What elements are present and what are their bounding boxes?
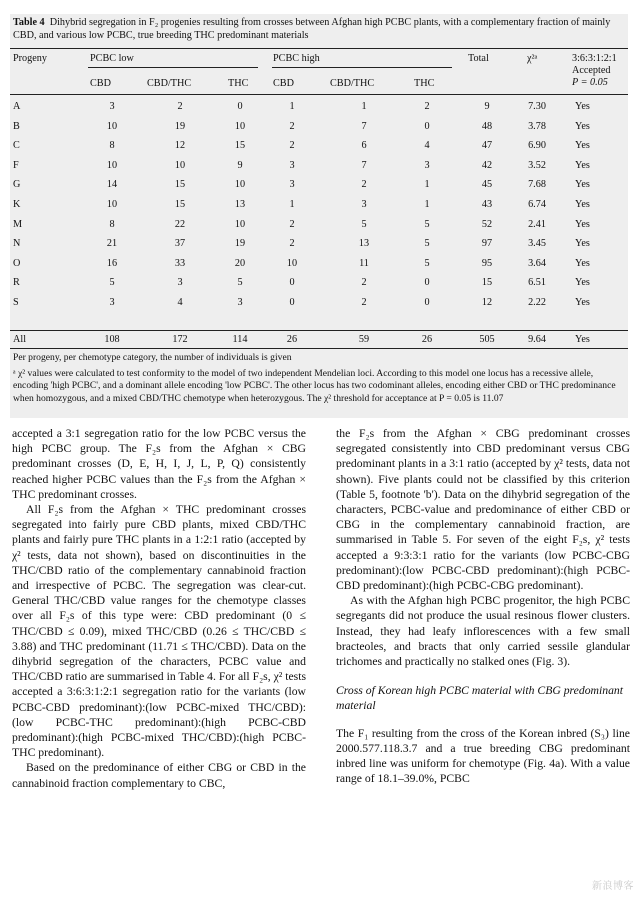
header-low-thc: THC: [228, 78, 249, 89]
table-row-cell: Yes: [575, 199, 590, 210]
table-row-cell: 10: [286, 257, 298, 269]
table-row-cell: 13: [358, 238, 370, 250]
table-row-cell: 8: [109, 140, 115, 152]
table-row-cell: 9: [237, 159, 243, 171]
table-row-cell: Yes: [575, 297, 590, 308]
table-row-cell: 10: [174, 159, 186, 171]
left-paragraph-3: Based on the predominance of either CBG or CBD in the cannabinoid fraction complementary to CBC,: [12, 761, 306, 790]
table-row-cell: A: [13, 101, 21, 112]
table-row-cell: Yes: [575, 238, 590, 250]
table-row-cell: 5: [424, 257, 430, 269]
table-row-cell: 0: [289, 277, 295, 289]
table-footnote-2: ᵃ χ² values were calculated to test conformity to the model of two independent Mendelian loci. According to this model one locus has a recessive allele, encoding 'high PCBC', and a dominant allele encoding 'low PCBC'. The other locus has two codominant alleles, encoding either CBD or THC predominance when homozygous, and a mixed CBD/THC chemotype when heterozygous. The χ² threshold for acceptance at P = 0.05 is 11.07: [13, 368, 616, 404]
table-row-cell: 2: [289, 140, 295, 152]
table-row-cell: 1: [361, 101, 367, 112]
table-row-cell: 2: [289, 218, 295, 230]
table-row-cell: Yes: [575, 159, 590, 171]
table-caption: [10, 14, 628, 46]
table-row-cell: 19: [234, 238, 246, 250]
table-row-cell: 13: [234, 199, 246, 210]
table-row-cell: 43: [481, 199, 493, 210]
table-row-cell: 19: [174, 120, 186, 132]
right-paragraph-3: The F₁ resulting from the cross of the Korean inbred (S₃) line 2000.577.118.3.7 and a true breeding CBG predominant inbred line was uniform for chemotype (Fig. 4a). With a value range of 18.1–39.0%, PCBC: [336, 726, 630, 786]
table-row-cell: 1: [289, 199, 295, 210]
table-row-cell: 97: [481, 238, 493, 250]
table-row-cell: 10: [106, 120, 118, 132]
table-row-cell: 52: [481, 218, 493, 230]
right-paragraph-1: the F₂s from the Afghan × CBG predominant crosses segregated consistently into CBD predominant versus CBG predominant plants in a 3:1 ratio (accepted by χ² tests, data not shown). Five plants could not be classified by this criterion (Table 5, footnote 'b'). Data on the dihybrid segregation of the characters, PCBC-value and predominance of either CBD or CBG in the complementary cannabinoid fraction, are summarised in Table 5. For seven of the eight F₂s, χ² tests accepted a 9:3:3:1 ratio for the variants (low PCBC-CBG predominant):(low PCBC-CBD predominant):(high PCBC-CBD predominant):(high PCBC-CBG predominant).: [336, 427, 630, 593]
header-low-cbd: CBD: [90, 78, 111, 89]
table-row-cell: K: [13, 199, 21, 210]
table-row-cell: 15: [234, 140, 246, 152]
left-paragraph-2: All F₂s from the Afghan × THC predominant crosses segregated into fairly pure CBD plants, mixed CBD/THC plants and fairly pure THC plants in a 1:2:1 ratio (accepted by χ² tests, data not shown), based on discontinuities in the THC/CBD ratio of the complementary cannabinoid fraction and irrespective of PCBC. The segregation was clear-cut. General THC/CBD value ranges for the chemotype classes over all F₂s of this type were: CBD predominant (0 ≤ THC/CBD ≤ 0.09), mixed THC/CBD (0.26 ≤ THC/CBD ≤ 3.88) and THC predominant (11.71 ≤ THC/CBD). Data on the dihybrid segregation of the characters, PCBC value and THC/CBD ratio are summarised in Table 4. For all F₂s, χ² tests accepted a 3:6:3:1:2:1 segregation ratio for the variants (low PCBC-CBD predominant):(low PCBC-mixed THC/CBD): (low PCBC-THC predominant):(high PCBC-CBD predominant):(high PCBC-mixed THC/CBD):(high PCBC-THC predominant).: [12, 503, 306, 760]
table-row-cell: 45: [481, 179, 493, 191]
total-row-cell: 9.64: [528, 334, 546, 345]
table-row-cell: 3.78: [528, 120, 546, 132]
right-paragraph-2: As with the Afghan high PCBC progenitor, the high PCBC segregants did not produce the usual resinous flower clusters. Instead, they had leafy inflorescences with a few small bracteoles, and bracts that only carried sessile glandular trichomes and practically no stalked ones (Fig. 3).: [336, 594, 630, 669]
table-row-cell: F: [13, 159, 19, 171]
table-row-cell: 48: [481, 120, 493, 132]
total-row-cell: 172: [172, 334, 188, 345]
total-row-cell: 26: [286, 334, 298, 345]
table-row-cell: 9: [484, 101, 490, 112]
table-row-cell: 2.22: [528, 297, 546, 308]
table-row-cell: N: [13, 238, 21, 250]
header-chi2: χ²ᵃ: [527, 53, 538, 64]
table-row-cell: 3: [361, 199, 367, 210]
table-row-cell: 2: [361, 179, 367, 191]
table-row-cell: 16: [106, 257, 118, 269]
table-row-cell: 3.52: [528, 159, 546, 171]
table-row-cell: 33: [174, 257, 186, 269]
total-row-cell: 505: [479, 334, 495, 345]
right-column: [336, 426, 630, 786]
header-high-cbd-thc: CBD/THC: [330, 78, 375, 89]
table-row-cell: Yes: [575, 257, 590, 269]
table-row-cell: Yes: [575, 179, 590, 191]
table-row-cell: 5: [237, 277, 243, 289]
table-row-cell: 6: [361, 140, 367, 152]
group-rule-high: [272, 67, 452, 68]
table-row-cell: 5: [424, 218, 430, 230]
table-row-cell: 10: [106, 159, 118, 171]
table-row-cell: 3: [109, 101, 115, 112]
table-row-cell: 5: [361, 218, 367, 230]
table-row-cell: B: [13, 120, 20, 132]
header-p-level: P = 0.05: [572, 77, 608, 88]
table-row-cell: 1: [424, 179, 430, 191]
table-row-cell: 4: [424, 140, 430, 152]
table-row-cell: O: [13, 257, 21, 269]
table-row-cell: 15: [174, 199, 186, 210]
table-row-cell: 3: [177, 277, 183, 289]
table-row-cell: 11: [359, 257, 369, 269]
table-row-cell: 7: [361, 120, 367, 132]
header-accepted: Accepted: [572, 65, 611, 76]
table-row-cell: 2: [361, 297, 367, 308]
header-high-cbd: CBD: [273, 78, 294, 89]
table-row-cell: C: [13, 140, 20, 152]
rule-top: [10, 48, 628, 49]
table-row-cell: 0: [424, 120, 430, 132]
table-row-cell: 42: [481, 159, 493, 171]
table-row-cell: 2: [289, 120, 295, 132]
table-row-cell: 10: [234, 120, 246, 132]
table-caption-text: Dihybrid segregation in F₂ progenies resulting from crosses between Afghan high PCBC plants, with a complementary fraction of mainly CBD, and various low PCBC, true breeding THC predominant materials: [13, 17, 611, 41]
table-row-cell: 3: [424, 159, 430, 171]
left-paragraph-1: accepted a 3:1 segregation ratio for the low PCBC versus the high PCBC group. The F₂s from the Afghan × CBG predominant crosses (D, E, H, I, J, L, P, Q) consistently reached higher PCBC values than the F₂s from the Afghan × THC predominant crosses.: [12, 427, 306, 501]
left-column: [12, 426, 306, 791]
watermark: 新浪博客: [592, 881, 634, 892]
total-row-cell: Yes: [575, 334, 590, 345]
table-row-cell: 10: [106, 199, 118, 210]
table-row-cell: 1: [424, 199, 430, 210]
table-caption-label: Table 4: [13, 17, 45, 28]
header-high-thc: THC: [414, 78, 435, 89]
body-text: [12, 426, 630, 900]
table-row-cell: 10: [234, 218, 246, 230]
table-row-cell: 3: [237, 297, 243, 308]
table-footnote-1: Per progeny, per chemotype category, the number of individuals is given: [13, 352, 292, 363]
table-row-cell: 3.45: [528, 238, 546, 250]
total-row-cell: 114: [232, 334, 248, 345]
table-row-cell: 5: [424, 238, 430, 250]
table-row-cell: 12: [174, 140, 186, 152]
table-row-cell: 0: [424, 277, 430, 289]
table-row-cell: 6.90: [528, 140, 546, 152]
table-row-cell: G: [13, 179, 21, 191]
table-row-cell: Yes: [575, 140, 590, 152]
table-row-cell: 15: [174, 179, 186, 191]
header-total: Total: [468, 53, 489, 64]
table-row-cell: 4: [177, 297, 183, 308]
table-row-cell: 2: [177, 101, 183, 112]
table-row-cell: 2: [289, 238, 295, 250]
table-row-cell: 20: [234, 257, 246, 269]
rule-header-bottom: [10, 94, 628, 95]
table-row-cell: Yes: [575, 101, 590, 112]
table-row-cell: 1: [289, 101, 295, 112]
table-row-cell: 0: [424, 297, 430, 308]
table-row-cell: 95: [481, 257, 493, 269]
table-4: [10, 14, 628, 418]
header-low-cbd-thc: CBD/THC: [147, 78, 192, 89]
rule-before-total: [10, 330, 628, 331]
table-row-cell: 0: [289, 297, 295, 308]
table-row-cell: 21: [106, 238, 118, 250]
table-row-cell: R: [13, 277, 20, 289]
header-ratio: 3:6:3:1:2:1: [572, 53, 617, 64]
group-rule-low: [88, 67, 258, 68]
table-row-cell: 6.74: [528, 199, 546, 210]
header-progeny: Progeny: [13, 53, 47, 64]
table-row-cell: Yes: [575, 218, 590, 230]
header-pcbc-high: PCBC high: [273, 53, 320, 64]
table-row-cell: 6.51: [528, 277, 546, 289]
table-row-cell: 47: [481, 140, 493, 152]
table-row-cell: 12: [481, 297, 493, 308]
table-row-cell: 3.64: [528, 257, 546, 269]
table-row-cell: Yes: [575, 120, 590, 132]
total-row-cell: 59: [358, 334, 370, 345]
header-pcbc-low: PCBC low: [90, 53, 134, 64]
section-heading: Cross of Korean high PCBC material with CBG predominant material: [336, 684, 624, 713]
table-row-cell: 15: [481, 277, 493, 289]
table-row-cell: 22: [174, 218, 186, 230]
table-row-cell: 7.68: [528, 179, 546, 191]
table-row-cell: 7.30: [528, 101, 546, 112]
rule-bottom: [10, 348, 628, 349]
table-row-cell: 5: [109, 277, 115, 289]
table-row-cell: 3: [109, 297, 115, 308]
table-row-cell: 2: [361, 277, 367, 289]
table-row-cell: 3: [289, 159, 295, 171]
table-row-cell: S: [13, 297, 19, 308]
table-row-cell: 8: [109, 218, 115, 230]
total-row-cell: All: [13, 334, 27, 345]
table-row-cell: 37: [174, 238, 186, 250]
table-row-cell: 2: [424, 101, 430, 112]
table-row-cell: 14: [106, 179, 118, 191]
total-row-cell: 108: [104, 334, 120, 345]
total-row-cell: 26: [421, 334, 433, 345]
table-row-cell: 2.41: [528, 218, 546, 230]
table-row-cell: M: [13, 218, 23, 230]
table-row-cell: Yes: [575, 277, 590, 289]
table-row-cell: 3: [289, 179, 295, 191]
table-row-cell: 7: [361, 159, 367, 171]
table-row-cell: 0: [237, 101, 243, 112]
table-row-cell: 10: [234, 179, 246, 191]
